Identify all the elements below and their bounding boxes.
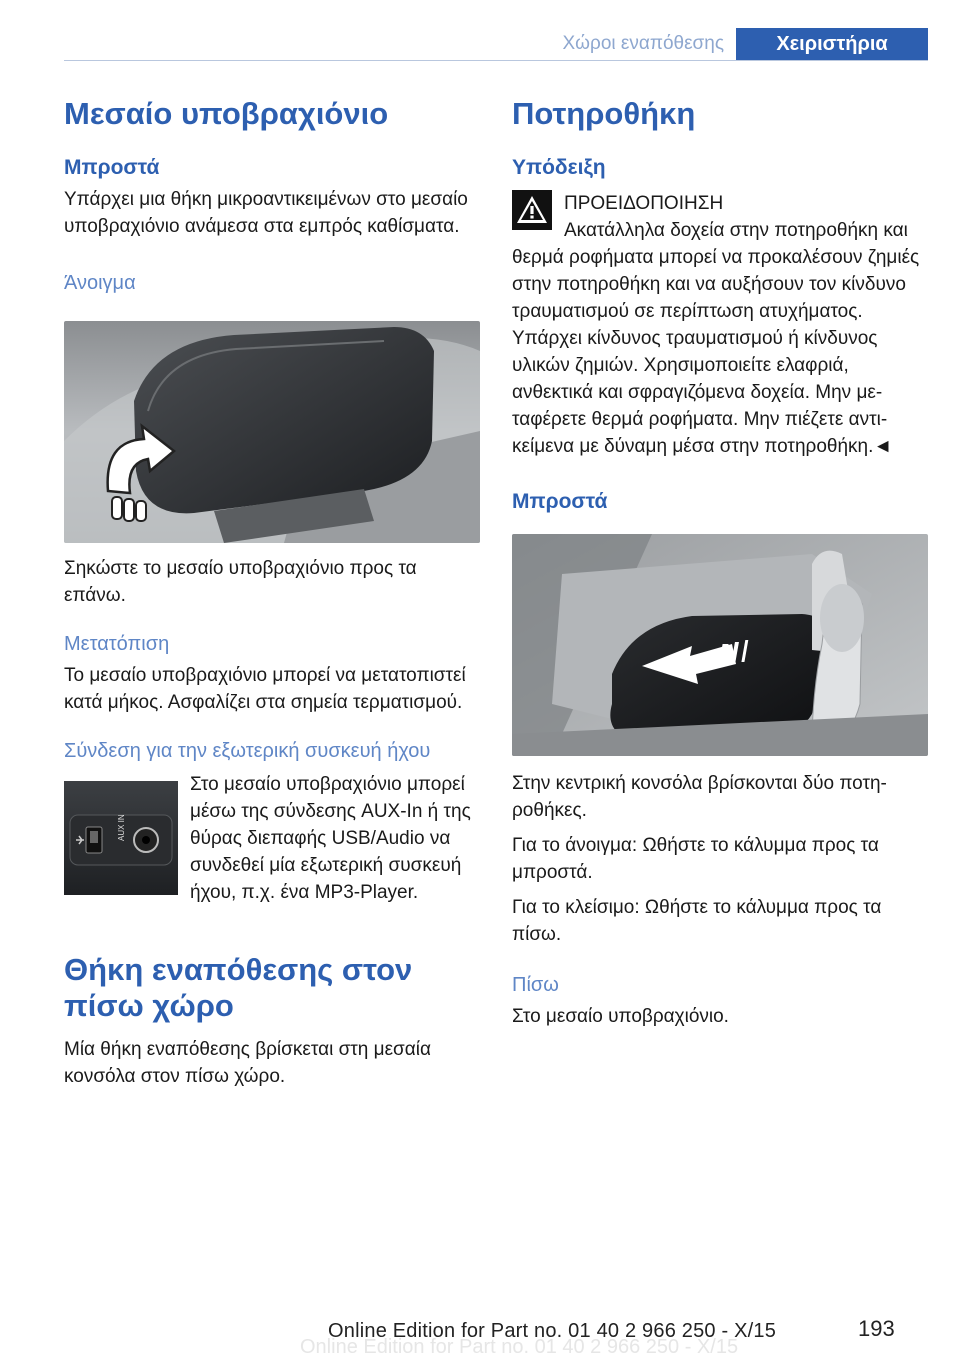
footer-watermark: Online Edition for Part no. 01 40 2 966 250 - X/15 (300, 1336, 739, 1358)
cupholder-rear-heading: Πίσω (512, 974, 559, 996)
cupholder-front-text: Στην κεντρική κονσόλα βρίσκονται δύο ποτηροθήκες. (512, 773, 887, 821)
left-column (64, 96, 480, 1090)
chapter-tab: Χειριστήρια (736, 28, 928, 60)
audio-text: Στο μεσαίο υποβραχιόνιο μπορεί μέσω της σύνδεσης AUX-In ή της θύρας διεπαφής USB/Audio να συνδεθεί μία εξωτερική συσκευή ήχου, π.χ. ένα MP3-Player. (190, 774, 471, 903)
close-instruction: Για το κλείσιμο: Ωθήστε το κάλυμμα προς τα πίσω. (512, 897, 882, 945)
shift-heading: Μετατόπιση (64, 633, 170, 655)
audio-block (64, 771, 480, 906)
warning-text: Ακατάλληλα δοχεία στην ποτηροθήκη και θερμά ροφήματα μπορεί να προκαλέσουν ζημιές στην ποτηροθήκη και να αυξήσουν τον κίνδυνο τραυματισμού σε περίπτωση ατυχήματος. Υπάρχει κίνδυνος τραυματισμού ή κίνδυνος υλικών ζημιών. Χρησιμοποιείτε ελαφριά, ανθεκτικά και σφραγιζόμενα δοχεία. Μην μεταφέρετε θερμά ροφήματα. Μην πιέζετε αντικείμενα με δύναμη μέσα στην ποτηροθήκη.◄ (512, 220, 920, 457)
section-title: Χώροι εναπόθεσης (562, 33, 724, 54)
cupholder-photo (512, 534, 928, 756)
aux-label: AUX IN (117, 814, 126, 841)
header-rule (64, 60, 928, 61)
warning-icon (512, 190, 552, 230)
cupholder-front-heading: Μπροστά (512, 490, 608, 513)
front-text: Υπάρχει μια θήκη μικροαντικειμένων στο μεσαίο υποβραχιόνιο ανάμεσα στα εμπρός καθίσματα. (64, 189, 468, 237)
cupholder-title: Ποτηροθήκη (512, 96, 696, 131)
opening-heading: Άνοιγμα (64, 272, 136, 294)
rear-storage-title: Θήκη εναπόθεσης στον πίσω χώρο (64, 952, 413, 1023)
armrest-title: Μεσαίο υποβραχιόνιο (64, 96, 389, 131)
open-instruction: Για το άνοιγμα: Ωθήστε το κάλυμμα προς τα μπροστά. (512, 835, 879, 883)
page-number: 193 (858, 1316, 895, 1341)
page-header (0, 0, 960, 62)
warning-label: ΠΡΟΕΙΔΟΠΟΙΗΣΗ (564, 193, 724, 214)
armrest-photo (64, 321, 480, 543)
front-heading: Μπροστά (64, 156, 160, 179)
warning-block (512, 190, 928, 460)
note-heading: Υπόδειξη (512, 156, 606, 179)
right-column (512, 96, 928, 1030)
opening-caption: Σηκώστε το μεσαίο υποβραχιόνιο προς τα επάνω. (64, 558, 417, 606)
shift-text: Το μεσαίο υποβραχιόνιο μπορεί να μετατοπιστεί κατά μήκος. Ασφαλίζει στα σημεία τερματισμού. (64, 665, 466, 713)
rear-storage-text: Μία θήκη εναπόθεσης βρίσκεται στη μεσαία κονσόλα στον πίσω χώρο. (64, 1039, 431, 1087)
aux-usb-photo (64, 781, 178, 895)
footer-edition: Online Edition for Part no. 01 40 2 966 250 - X/15 (328, 1320, 777, 1342)
cupholder-rear-text: Στο μεσαίο υποβραχιόνιο. (512, 1006, 729, 1027)
audio-heading: Σύνδεση για την εξωτερική συσκευή ήχου (64, 740, 431, 762)
